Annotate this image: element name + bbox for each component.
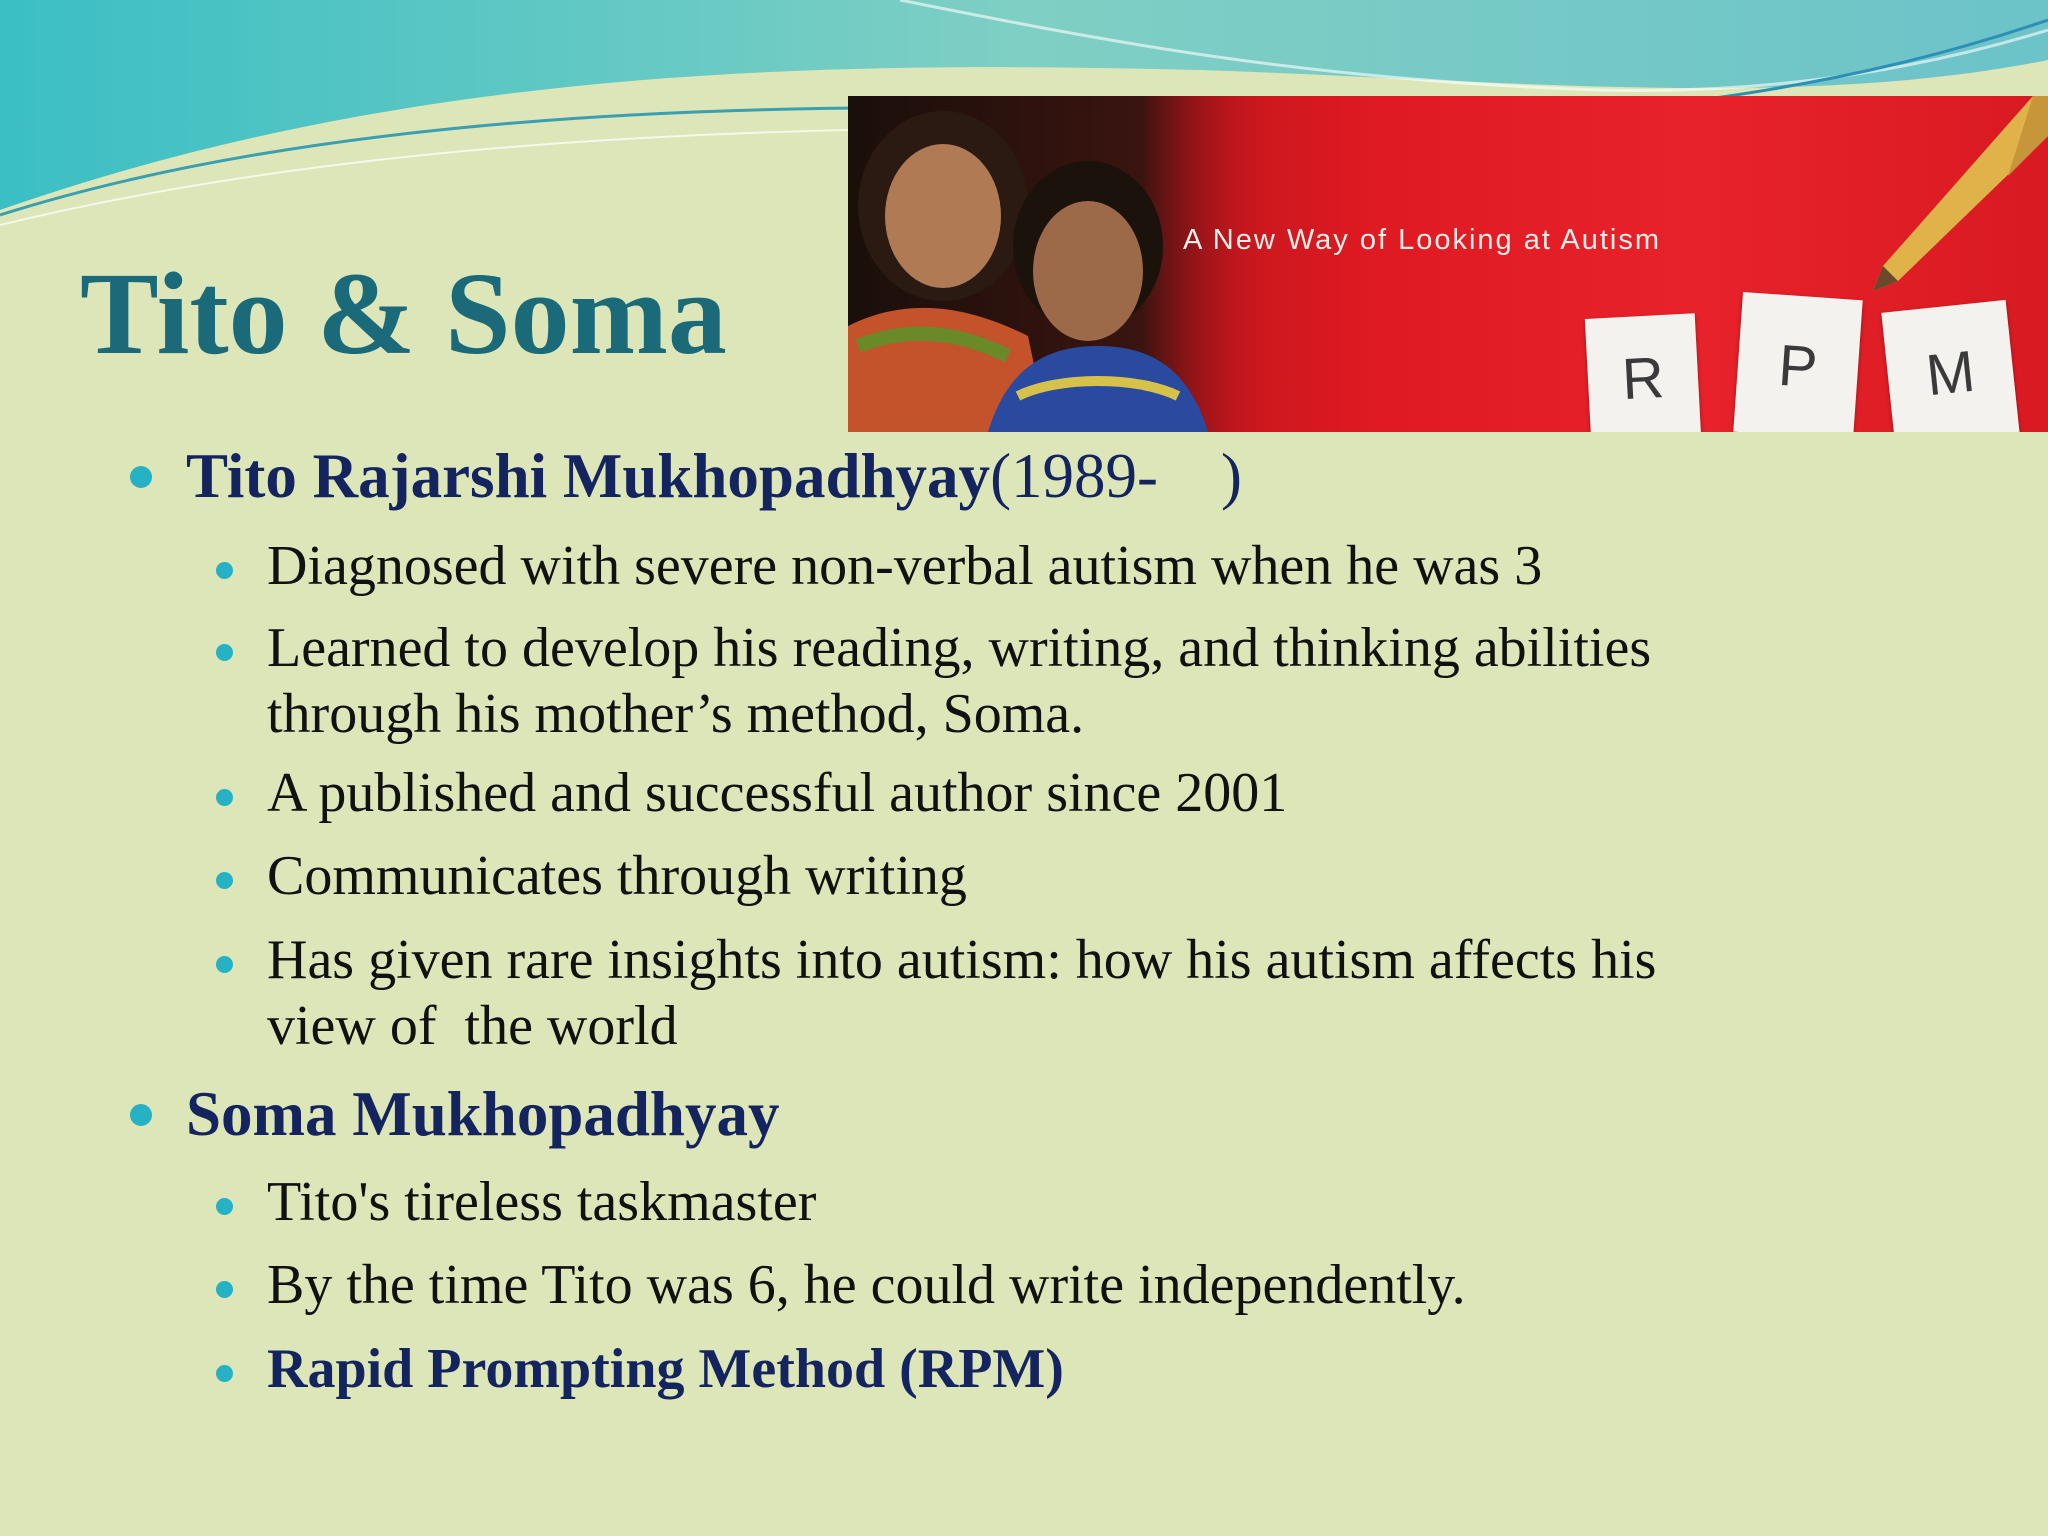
list-item-rpm: Rapid Prompting Method (RPM) — [267, 1338, 1064, 1400]
slide-title: Tito & Soma — [80, 248, 727, 379]
list-item-continuation: through his mother’s method, Soma. — [267, 683, 1085, 745]
bullet-icon — [216, 562, 233, 579]
rpm-tile-r: R — [1585, 313, 1701, 432]
section-heading-tito — [186, 440, 1242, 513]
bullet-icon — [216, 789, 233, 806]
list-item: Has given rare insights into autism: how his autism affects his — [267, 929, 1657, 991]
bullet-icon — [216, 872, 233, 889]
list-item: Learned to develop his reading, writing, and thinking abilities — [267, 617, 1652, 679]
bullet-icon — [216, 644, 233, 661]
rpm-tile-p: P — [1733, 292, 1862, 432]
pencil-icon — [1858, 96, 2048, 296]
bullet-icon — [130, 466, 152, 488]
heading-name: Tito Rajarshi Mukhopadhyay — [186, 441, 991, 511]
list-item: Tito's tireless taskmaster — [267, 1171, 817, 1233]
header-banner-image — [848, 96, 2048, 432]
list-item: Communicates through writing — [267, 845, 967, 907]
bullet-icon — [216, 1281, 233, 1298]
bullet-icon — [130, 1104, 152, 1126]
list-item: Diagnosed with severe non-verbal autism when he was 3 — [267, 535, 1543, 597]
list-item: A published and successful author since 2001 — [267, 762, 1288, 824]
list-item-continuation: view of the world — [267, 995, 678, 1057]
list-item: By the time Tito was 6, he could write independently. — [267, 1254, 1466, 1316]
bullet-icon — [216, 1198, 233, 1215]
heading-dates: (1989- ) — [990, 441, 1243, 511]
banner-tagline: A New Way of Looking at Autism — [1183, 224, 1662, 256]
bullet-icon — [216, 1365, 233, 1382]
photo-mother-and-son — [848, 96, 1268, 432]
section-heading-soma: Soma Mukhopadhyay — [186, 1079, 780, 1149]
rpm-tile-m: M — [1881, 300, 2019, 432]
bullet-icon — [216, 956, 233, 973]
